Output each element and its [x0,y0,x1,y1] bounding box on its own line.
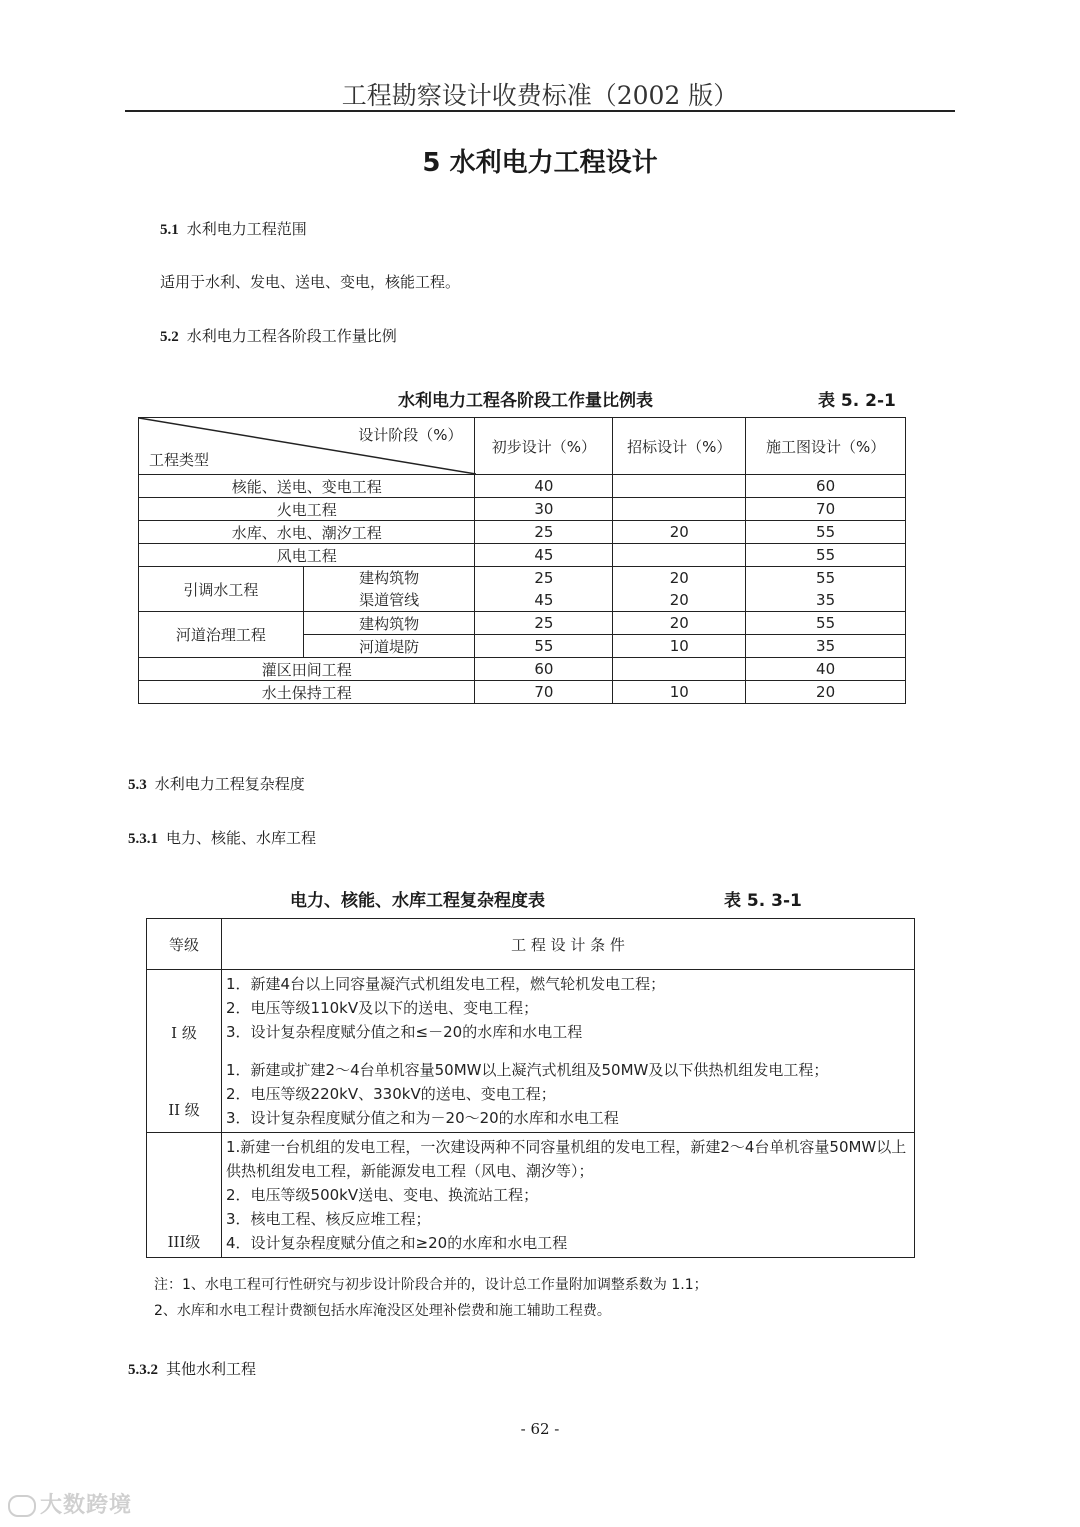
complexity-table [146,918,915,1258]
row-name: 灌区田间工程 [139,658,475,681]
cell: 30 [475,498,613,521]
value: 20 [669,569,689,587]
diag-stage-label: 设计阶段（%） [358,426,463,444]
sub-name: 河道堤防 [303,635,475,658]
cell [613,544,746,567]
cell: 60 [746,475,906,498]
section-5-3-heading [128,773,305,794]
section-title: 其他水利工程 [166,1360,257,1378]
cell: 35 [746,635,906,658]
table-row [139,521,906,544]
cell: 20 [613,521,746,544]
cell: 10 [613,635,746,658]
value: 45 [534,591,554,609]
cell: 55 [746,544,906,567]
section-5-1-heading [160,218,307,239]
cell: 70 [475,681,613,704]
table2-number: 表 5. 3-1 [724,891,802,911]
section-5-2-heading [160,325,397,346]
section-number: 5.3 [128,777,147,793]
section-5-3-2-heading [128,1358,256,1379]
row-name: 火电工程 [139,498,475,521]
grade-3-row [147,1133,915,1258]
condition-line: 2．电压等级220kV、330kV的送电、变电工程； [226,1085,556,1103]
table2-caption: 电力、核能、水库工程复杂程度表 [290,891,545,911]
table1-number: 表 5. 2-1 [818,391,896,411]
conditions-cell [222,970,915,1133]
condition-line: 1．新建4台以上同容量凝汽式机组发电工程，燃气轮机发电工程； [226,975,666,993]
cell [746,567,906,612]
condition-line: 2．电压等级110kV及以下的送电、变电工程； [226,999,539,1017]
running-header: 工程勘察设计收费标准（2002 版） [341,81,739,110]
sub-names [303,567,475,612]
sub-name: 建构筑物 [359,569,420,587]
cell: 55 [746,521,906,544]
grade-1-2-row [147,970,915,1133]
col-preliminary: 初步设计（%） [475,418,613,475]
table1-caption: 水利电力工程各阶段工作量比例表 [398,391,653,411]
note-line: 2、水库和水电工程计费额包括水库淹没区处理补偿费和施工辅助工程费。 [154,1303,611,1319]
section-title: 水利电力工程范围 [186,220,307,238]
cell: 25 [475,521,613,544]
section-5-1-text: 适用于水利、发电、送电、变电，核能工程。 [160,273,461,291]
chapter-title: 5 水利电力工程设计 [422,148,658,178]
grade-label: III级 [167,1233,201,1251]
row-name: 水库、水电、潮汐工程 [139,521,475,544]
section-number: 5.1 [160,222,179,238]
cell: 40 [475,475,613,498]
grade-cell [147,970,222,1133]
table-row [139,498,906,521]
row-name: 核能、送电、变电工程 [139,475,475,498]
watermark-text: 大数跨境 [40,1493,133,1518]
col-grade: 等级 [147,919,222,970]
diag-type-label: 工程类型 [149,451,210,469]
condition-line: 4．设计复杂程度赋分值之和≥20的水库和水电工程 [226,1234,568,1252]
row-name: 水土保持工程 [139,681,475,704]
cell: 20 [613,612,746,635]
table-row [139,475,906,498]
diagonal-header-cell [139,418,475,475]
cell: 40 [746,658,906,681]
value: 35 [816,591,836,609]
header-rule [125,110,955,112]
grade-label: I 级 [171,1024,197,1042]
section-title: 水利电力工程各阶段工作量比例 [186,327,397,345]
row-group-name: 河道治理工程 [139,612,304,658]
cell: 20 [746,681,906,704]
cell: 45 [475,544,613,567]
table-row [139,658,906,681]
table-row [139,544,906,567]
cell [475,567,613,612]
value: 20 [669,591,689,609]
table-header-row [139,418,906,475]
cell: 60 [475,658,613,681]
grade-cell [147,1133,222,1258]
section-number: 5.2 [160,329,179,345]
col-conditions: 工 程 设 计 条 件 [222,919,915,970]
section-title: 电力、核能、水库工程 [166,829,317,847]
table2-notes [154,1272,708,1324]
table-row [139,681,906,704]
section-5-3-1-heading [128,827,316,848]
table-row [139,567,906,612]
table-row [139,612,906,635]
note-line: 注：1、水电工程可行性研究与初步设计阶段合并的，设计总工作量附加调整系数为 1.1； [154,1277,708,1293]
cell: 55 [746,612,906,635]
cell: 55 [475,635,613,658]
sub-name: 渠道管线 [359,591,420,609]
condition-line: 3．设计复杂程度赋分值之和为－20～20的水库和水电工程 [226,1109,619,1127]
table-header-row [147,919,915,970]
condition-line: 1．新建或扩建2～4台单机容量50MW以上凝汽式机组及50MW及以下供热机组发电工程； [226,1061,829,1079]
value: 55 [816,569,836,587]
row-name: 风电工程 [139,544,475,567]
row-group-name: 引调水工程 [139,567,304,612]
col-tender: 招标设计（%） [613,418,746,475]
cell [613,658,746,681]
watermark [8,1488,132,1519]
grade-label: II 级 [168,1101,200,1119]
condition-line: 2．电压等级500kV送电、变电、换流站工程； [226,1186,539,1204]
value: 25 [534,569,554,587]
cell [613,475,746,498]
cell [613,498,746,521]
workload-ratio-table [138,417,906,704]
watermark-logo-icon [8,1495,36,1517]
cell: 10 [613,681,746,704]
conditions-cell [222,1133,915,1258]
section-number: 5.3.2 [128,1362,158,1378]
cell [613,567,746,612]
page-number: - 62 - [520,1420,560,1438]
condition-line: 1.新建一台机组的发电工程，一次建设两种不同容量机组的发电工程，新建2～4台单机容量50MW以上供热机组发电工程，新能源发电工程（风电、潮汐等）； [226,1138,907,1180]
condition-line: 3．设计复杂程度赋分值之和≤－20的水库和水电工程 [226,1023,583,1041]
sub-name: 建构筑物 [303,612,475,635]
col-construction: 施工图设计（%） [746,418,906,475]
section-title: 水利电力工程复杂程度 [154,775,305,793]
cell: 70 [746,498,906,521]
cell: 25 [475,612,613,635]
section-number: 5.3.1 [128,831,158,847]
condition-line: 3．核电工程、核反应堆工程； [226,1210,431,1228]
